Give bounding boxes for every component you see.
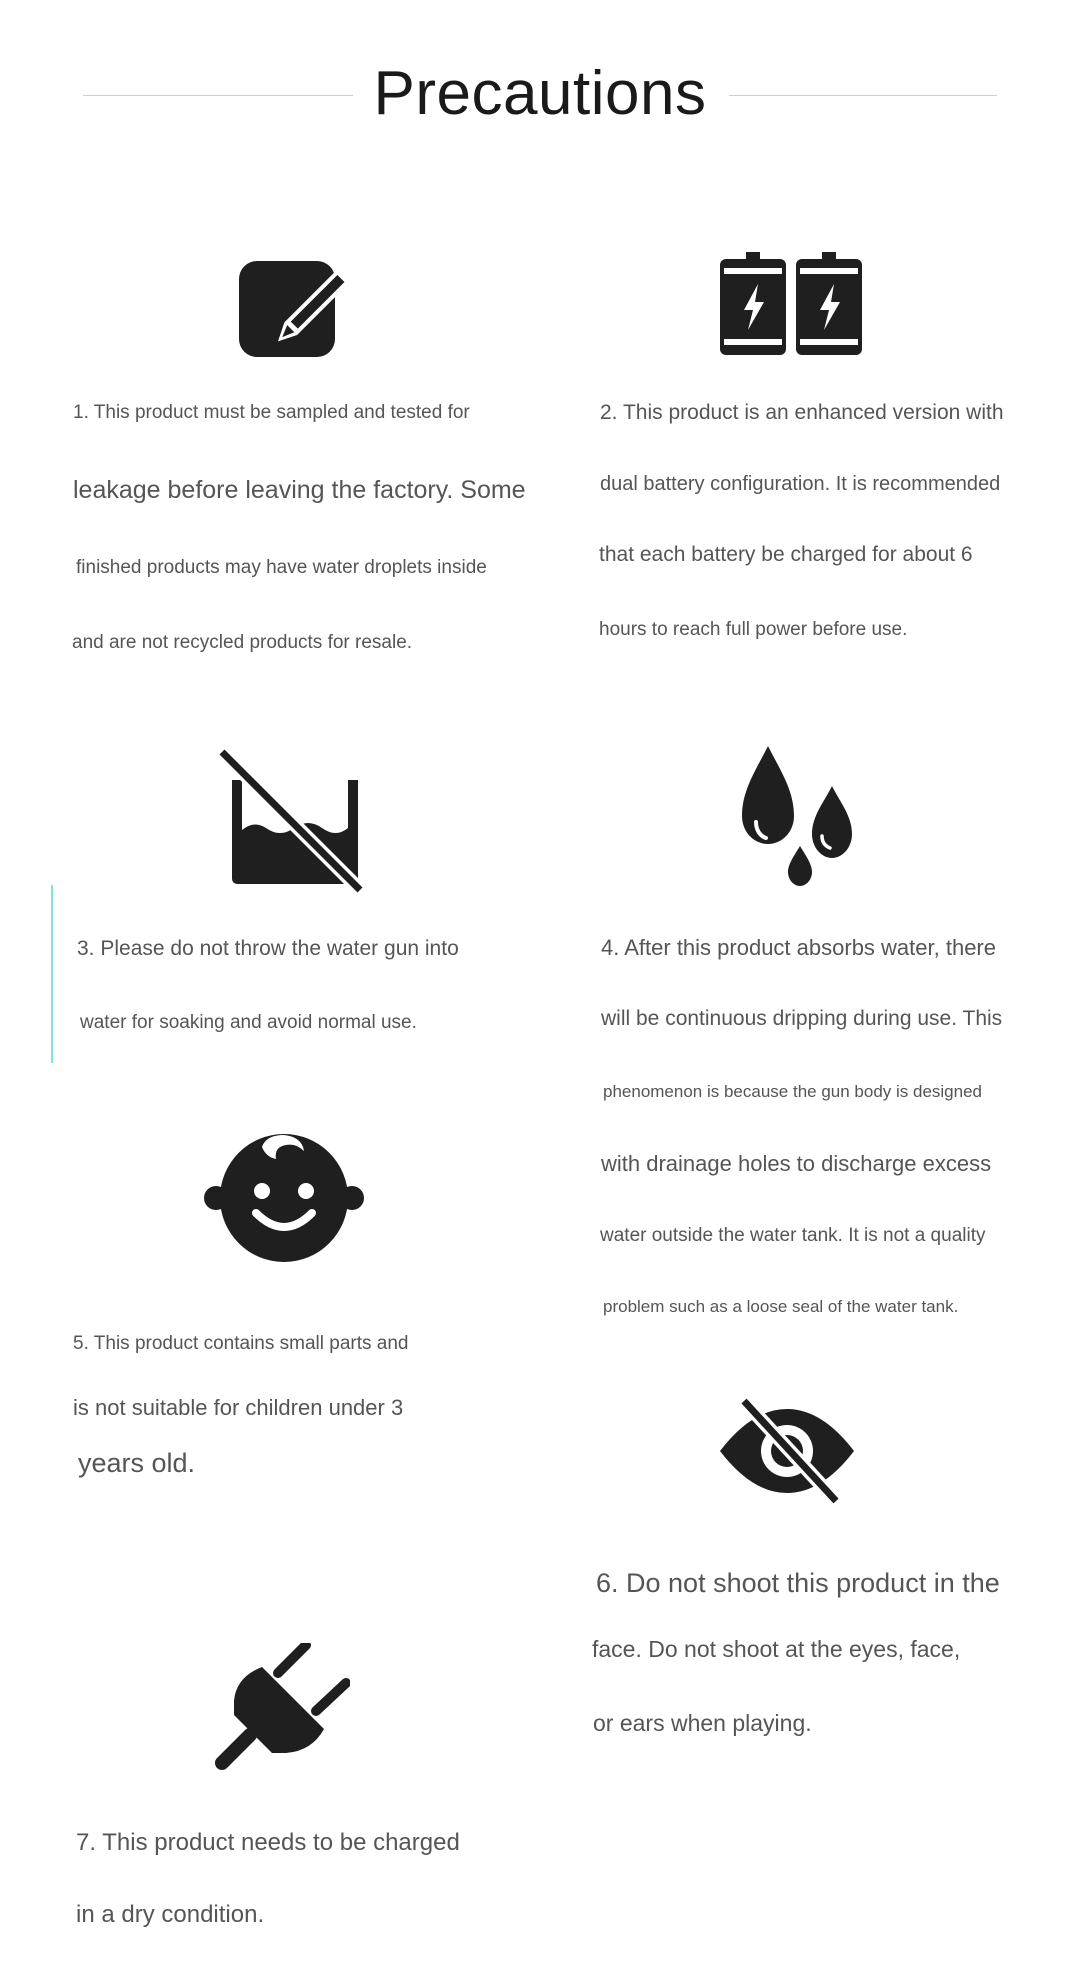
item-line: leakage before leaving the factory. Some [73,476,526,504]
item-line: dual battery configuration. It is recommended [600,473,1001,495]
item-line: or ears when playing. [593,1710,812,1736]
page-title: Precautions [373,59,707,128]
item-line: is not suitable for children under 3 [73,1395,404,1420]
eye-off-icon [718,1397,856,1505]
item-line: 3. Please do not throw the water gun into [77,937,459,960]
item-line: 5. This product contains small parts and [73,1333,409,1354]
item-line: in a dry condition. [76,1901,265,1928]
item-line: water for soaking and avoid normal use. [80,1012,417,1033]
power-plug-icon [212,1643,350,1775]
item-line: with drainage holes to discharge excess [601,1151,992,1176]
header-divider-right [729,95,997,96]
item-line: years old. [78,1448,196,1478]
baby-face-icon [204,1133,364,1263]
item-line: that each battery be charged for about 6 [599,543,973,566]
item-line: hours to reach full power before use. [599,619,908,640]
item-line: problem such as a loose seal of the water tank. [603,1297,959,1316]
dual-battery-icon [718,250,866,358]
item-line: will be continuous dripping during use. This [601,1007,1003,1030]
item-line: 7. This product needs to be charged [76,1829,460,1856]
item-line: water outside the water tank. It is not a quality [600,1225,986,1246]
item-line: 6. Do not shoot this product in the [596,1568,1000,1598]
item-line: 4. After this product absorbs water, there [601,935,996,960]
water-drops-icon [738,744,856,886]
item-line: 2. This product is an enhanced version with [600,401,1004,424]
accent-bar [51,885,53,1063]
no-water-soaking-icon [218,748,388,894]
item-line: phenomenon is because the gun body is designed [603,1082,983,1101]
item-line: and are not recycled products for resale. [72,632,413,653]
item-line: finished products may have water droplets inside [76,557,487,578]
item-line: 1. This product must be sampled and tested for [73,402,470,423]
item-line: face. Do not shoot at the eyes, face, [592,1636,961,1662]
edit-pencil-icon [236,253,348,359]
